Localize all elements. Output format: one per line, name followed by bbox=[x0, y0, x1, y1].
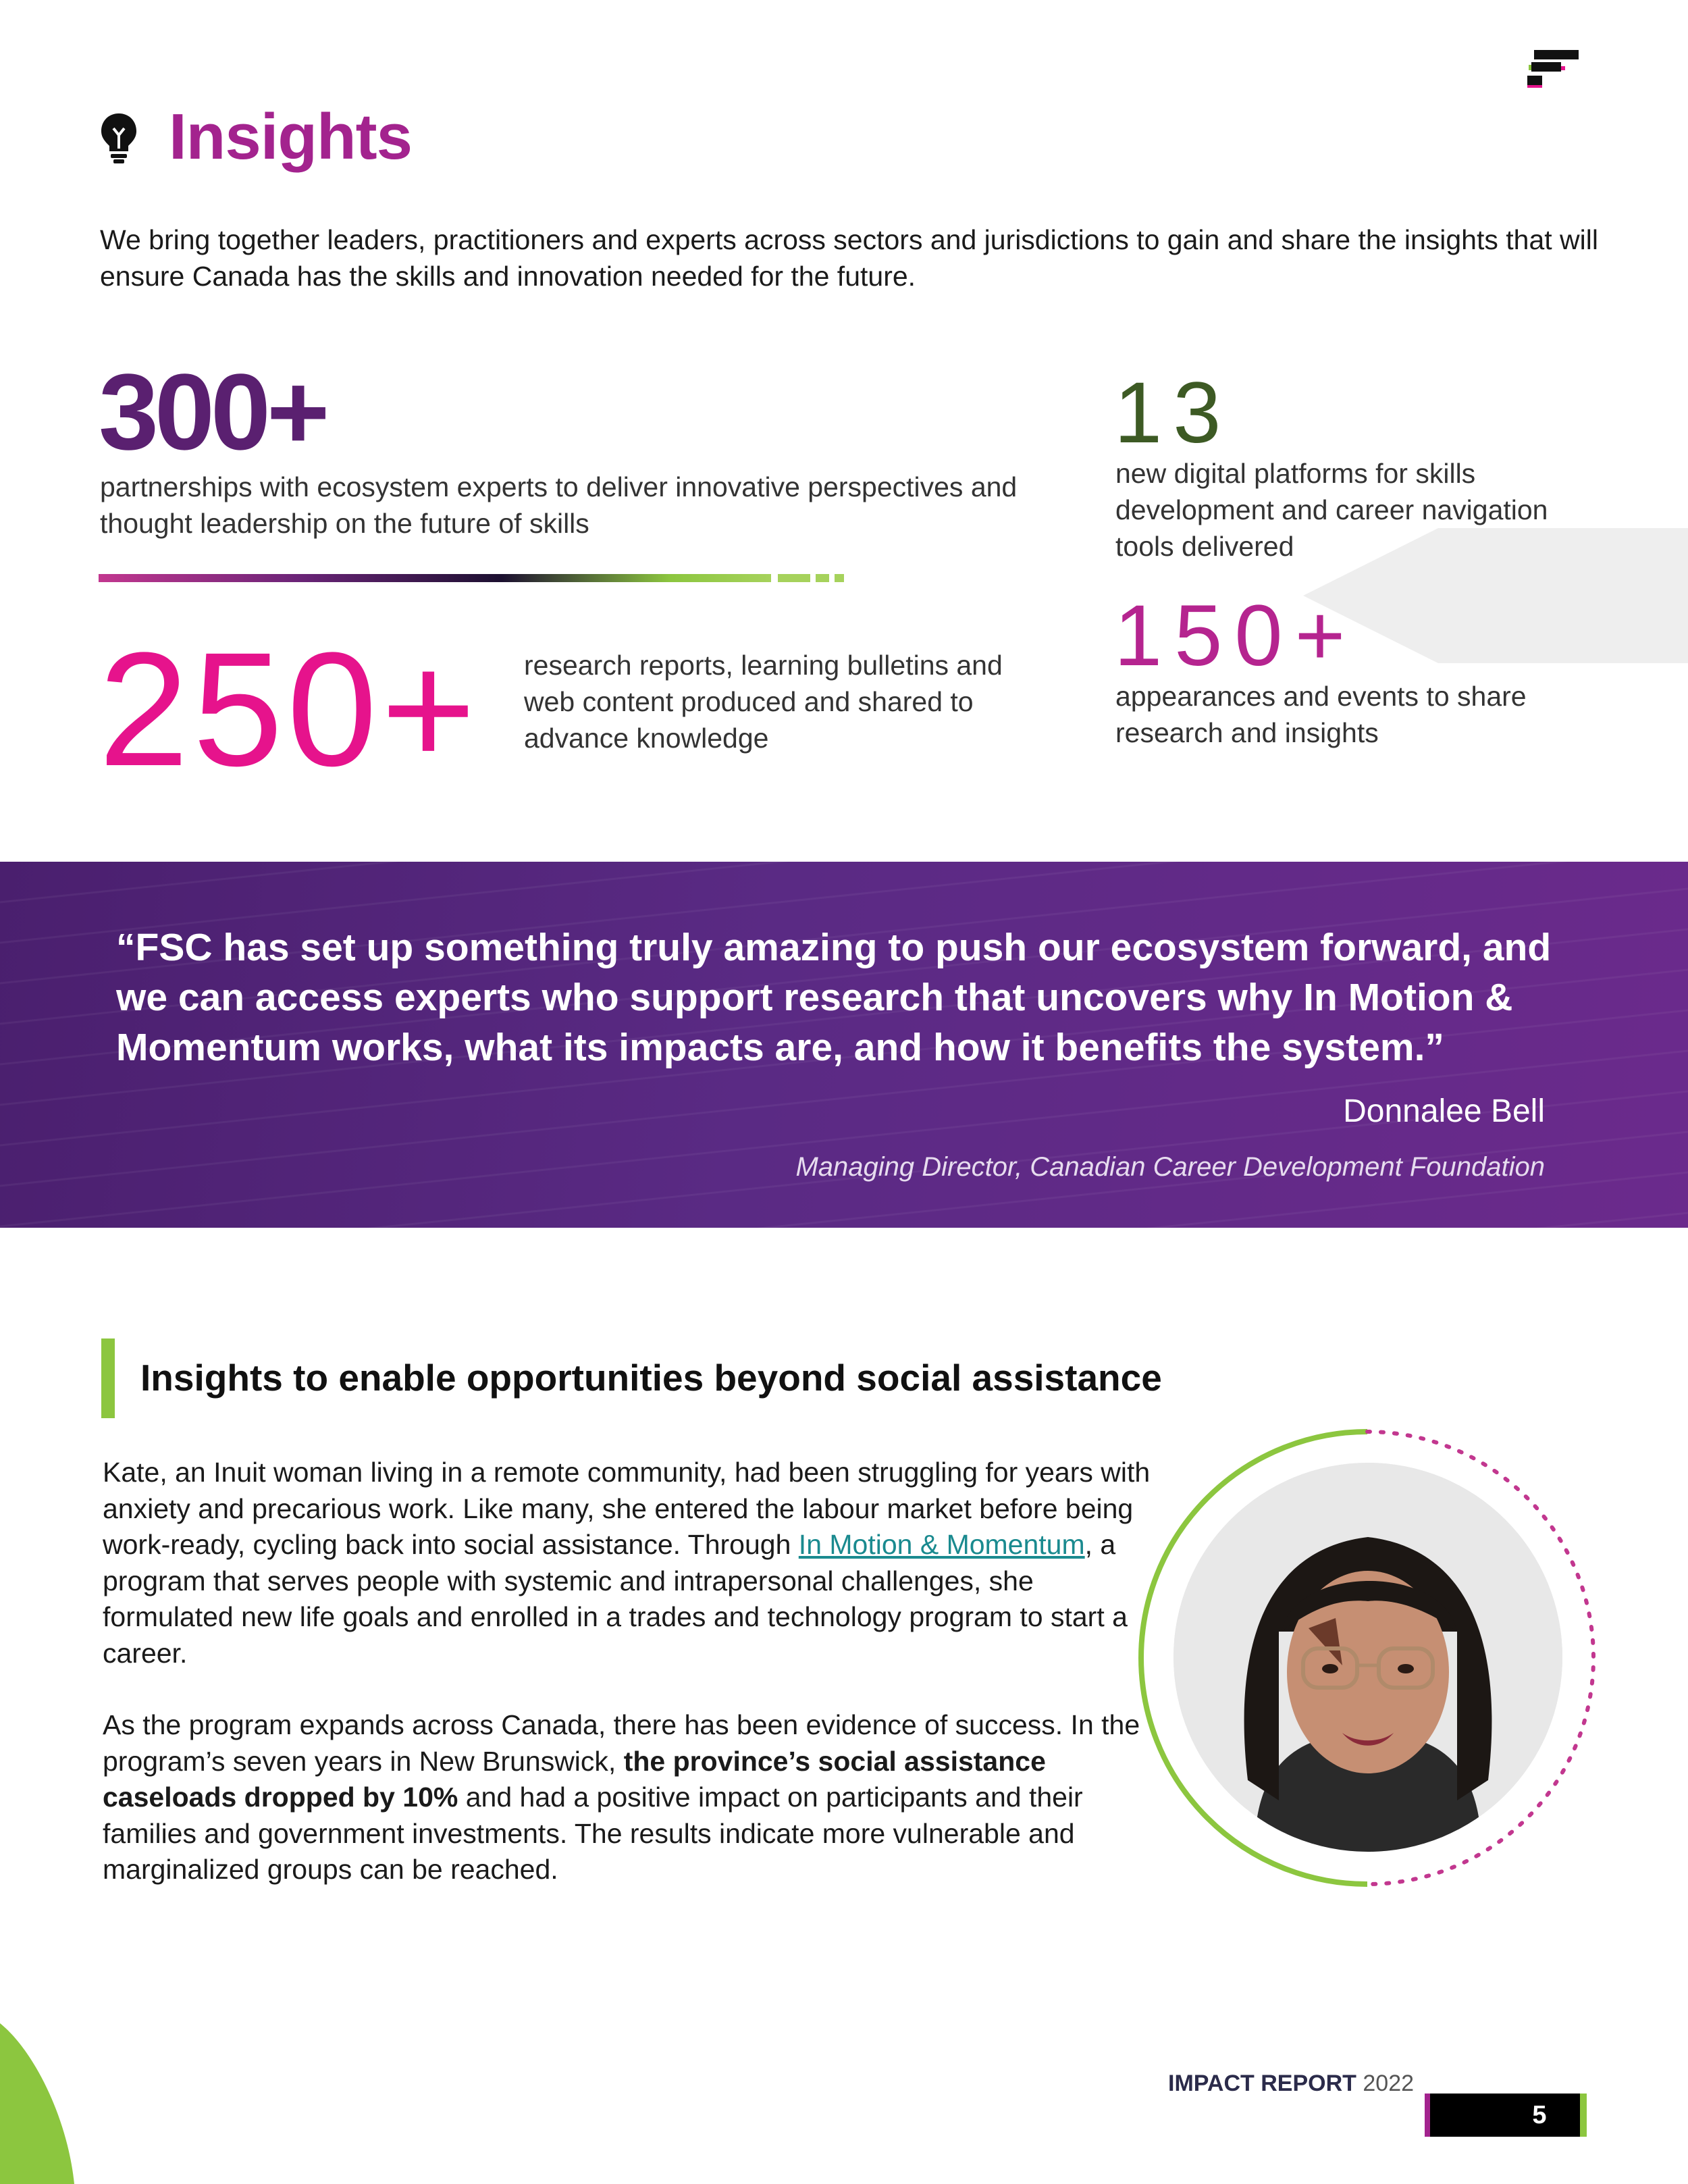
portrait-illustration bbox=[1173, 1463, 1562, 1852]
stat-platforms-label: new digital platforms for skills development and career navigation tools delivered bbox=[1115, 458, 1548, 562]
page-number-accent-left bbox=[1425, 2094, 1430, 2137]
lightbulb-icon bbox=[99, 111, 139, 165]
stat-research-value: 250+ bbox=[99, 619, 480, 800]
quote-banner bbox=[0, 862, 1688, 1228]
story-text: and had a positive impact on participants and their families and government investments. The results indicate more vulnerable and marginalized groups can be reached. bbox=[103, 1782, 1083, 1885]
fsc-logo bbox=[1527, 50, 1579, 90]
story-text: , a program that serves people with systemic and intrapersonal challenges, she formulated new life goals and enrolled in a trades and technology program to start a career. bbox=[103, 1529, 1128, 1669]
story-text: As the program expands across Canada, there has been evidence of success. In the program’s seven years in New Brunswick, bbox=[103, 1709, 1140, 1777]
stat-appearances-value: 150+ bbox=[1114, 588, 1358, 684]
stat-research-label: research reports, learning bulletins and web content produced and shared to advance knowledge bbox=[524, 650, 1003, 754]
corner-leaf-decoration bbox=[0, 2023, 74, 2184]
quote-author-name: Donnalee Bell bbox=[1343, 1093, 1545, 1129]
page-number-accent-right bbox=[1580, 2094, 1587, 2137]
stat-partnerships-label: partnerships with ecosystem experts to deliver innovative perspectives and thought leadership on the future of skills bbox=[100, 471, 1018, 539]
section-accent-bar bbox=[101, 1338, 115, 1418]
stat-appearances-label: appearances and events to share research and insights bbox=[1115, 681, 1527, 748]
section-title: Insights to enable opportunities beyond social assistance bbox=[140, 1357, 1162, 1399]
intro-paragraph: We bring together leaders, practitioners and experts across sectors and jurisdictions to gain and share the insights that will ensure Canada has the skills and innovation needed for the future. bbox=[100, 224, 1598, 292]
in-motion-momentum-link[interactable]: In Motion & Momentum bbox=[798, 1529, 1085, 1560]
page-number: 5 bbox=[1532, 2101, 1547, 2129]
story-paragraph-2 bbox=[103, 1707, 1169, 1888]
page-title: Insights bbox=[169, 101, 413, 173]
gradient-divider bbox=[99, 573, 844, 583]
story-paragraph-1 bbox=[103, 1455, 1169, 1671]
quote-author-role: Managing Director, Canadian Career Development Foundation bbox=[795, 1152, 1545, 1182]
footer-report-name: IMPACT REPORT bbox=[1168, 2071, 1356, 2096]
quote-text: “FSC has set up something truly amazing to push our ecosystem forward, and we can access experts who support research that uncovers why In Motion & Momentum works, what its impacts are, and how it benefits the system.” bbox=[116, 926, 1552, 1069]
footer-report-label bbox=[1168, 2071, 1414, 2097]
stat-partnerships-value: 300+ bbox=[99, 351, 326, 472]
stat-platforms-value: 13 bbox=[1114, 365, 1232, 461]
portrait-photo bbox=[1173, 1463, 1562, 1852]
story-text: Kate, an Inuit woman living in a remote community, had been struggling for years with anxiety and precarious work. Like many, she entered the labour market before being work-ready, cycling back into social assistance. Through bbox=[103, 1457, 1151, 1560]
story-highlight: the province’s social assistance caseloads dropped by 10% bbox=[103, 1745, 1046, 1813]
footer-year: 2022 bbox=[1363, 2071, 1415, 2096]
